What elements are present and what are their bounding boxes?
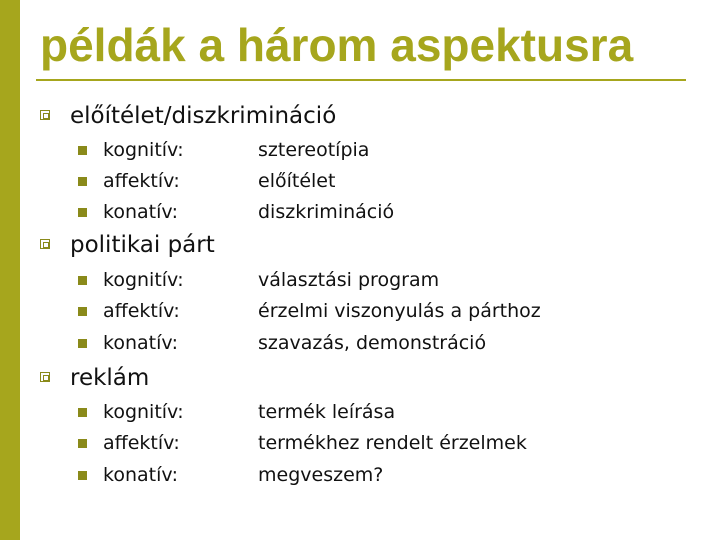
section-label: politikai párt	[70, 232, 215, 258]
bullet-icon	[78, 339, 87, 348]
list-item	[0, 428, 720, 460]
aspect-label: konatív:	[103, 332, 178, 354]
section-label: előítélet/diszkrimináció	[70, 103, 337, 129]
list-item	[0, 265, 720, 297]
bullet-icon	[78, 307, 87, 316]
aspect-label: affektív:	[103, 432, 180, 454]
list-item	[0, 460, 720, 492]
aspect-example: termékhez rendelt érzelmek	[258, 432, 527, 454]
aspect-example: diszkrimináció	[258, 201, 395, 223]
aspect-label: konatív:	[103, 464, 178, 486]
square-bullet-icon	[40, 372, 50, 382]
aspect-label: affektív:	[103, 170, 180, 192]
list-item	[0, 328, 720, 360]
aspect-label: kognitív:	[103, 401, 184, 423]
list-item	[0, 135, 720, 167]
bullet-icon	[78, 146, 87, 155]
aspect-example: szavazás, demonstráció	[258, 332, 487, 354]
bullet-icon	[78, 276, 87, 285]
aspect-label: kognitív:	[103, 269, 184, 291]
bullet-icon	[78, 471, 87, 480]
bullet-icon	[78, 408, 87, 417]
bullet-icon	[78, 208, 87, 217]
aspect-example: megveszem?	[258, 464, 384, 486]
list-item	[0, 296, 720, 328]
list-item	[0, 197, 720, 229]
square-bullet-icon	[40, 110, 50, 120]
aspect-label: affektív:	[103, 300, 180, 322]
section-heading	[0, 100, 720, 136]
section-heading	[0, 362, 720, 398]
slide-title: példák a három aspektusra	[40, 19, 634, 71]
aspect-example: termék leírása	[258, 401, 396, 423]
aspect-example: érzelmi viszonyulás a párthoz	[258, 300, 541, 322]
aspect-label: konatív:	[103, 201, 178, 223]
aspect-example: sztereotípia	[258, 139, 370, 161]
section-heading	[0, 229, 720, 265]
bullet-icon	[78, 177, 87, 186]
list-item	[0, 166, 720, 198]
title-underline	[36, 79, 686, 81]
list-item	[0, 397, 720, 429]
square-bullet-icon	[40, 239, 50, 249]
bullet-icon	[78, 439, 87, 448]
aspect-example: előítélet	[258, 170, 336, 192]
aspect-label: kognitív:	[103, 139, 184, 161]
section-label: reklám	[70, 365, 150, 391]
aspect-example: választási program	[258, 269, 440, 291]
